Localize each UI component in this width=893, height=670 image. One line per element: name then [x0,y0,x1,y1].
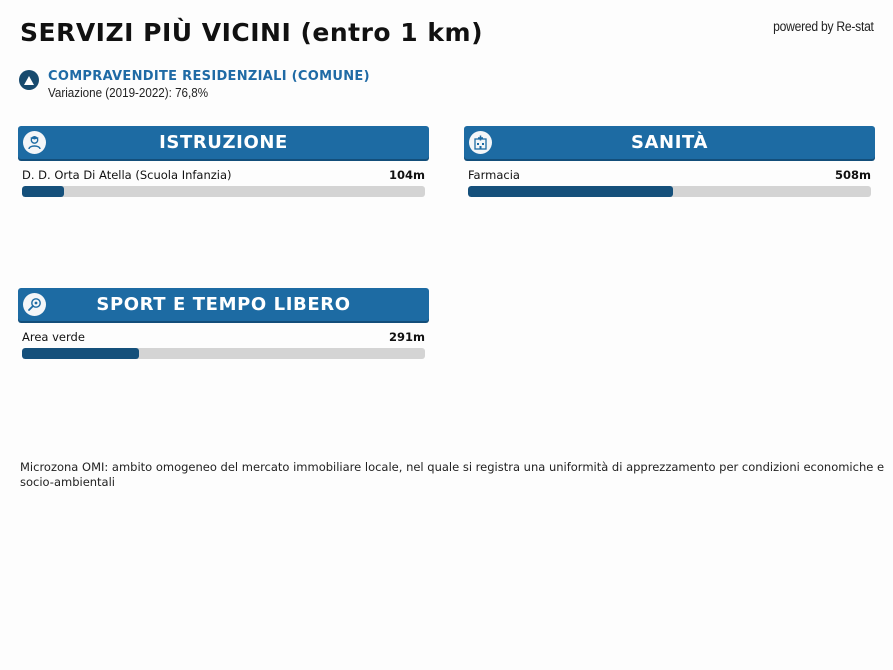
list-item [468,168,871,197]
hospital-icon [469,131,492,154]
item-distance: 508m [835,168,871,182]
distance-bar [468,186,871,197]
section-title-sanita: SANITÀ [630,132,709,153]
market-title: COMPRAVENDITE RESIDENZIALI (COMUNE) [48,69,370,84]
item-name: Area verde [22,330,85,344]
section-title-istruzione: ISTRUZIONE [159,132,288,153]
student-icon [23,131,46,154]
footnote: Microzona OMI: ambito omogeneo del mercato immobiliare locale, nel quale si registra una uniformità di apprezzamento per condizioni economiche e socio-ambientali [20,460,885,489]
section-sanita [464,126,875,197]
distance-bar-fill [22,348,139,359]
section-title-sport: SPORT E TEMPO LIBERO [96,294,351,315]
list-item [22,168,425,197]
section-header-istruzione [18,126,429,159]
list-item [22,330,425,359]
item-name: D. D. Orta Di Atella (Scuola Infanzia) [22,168,232,182]
section-header-sport [18,288,429,321]
page-title: SERVIZI PIÙ VICINI (entro 1 km) [20,18,484,47]
market-summary [19,69,370,100]
distance-bar [22,186,425,197]
distance-bar [22,348,425,359]
section-header-sanita [464,126,875,159]
item-distance: 104m [389,168,425,182]
distance-bar-fill [468,186,673,197]
whistle-icon [23,293,46,316]
powered-by-logo[interactable]: powered by Re-stat [773,19,874,34]
item-distance: 291m [389,330,425,344]
triangle-up-icon [19,70,39,90]
item-name: Farmacia [468,168,520,182]
distance-bar-fill [22,186,64,197]
section-sport [18,288,429,359]
market-variation: Variazione (2019-2022): 76,8% [48,86,209,100]
section-istruzione [18,126,429,197]
